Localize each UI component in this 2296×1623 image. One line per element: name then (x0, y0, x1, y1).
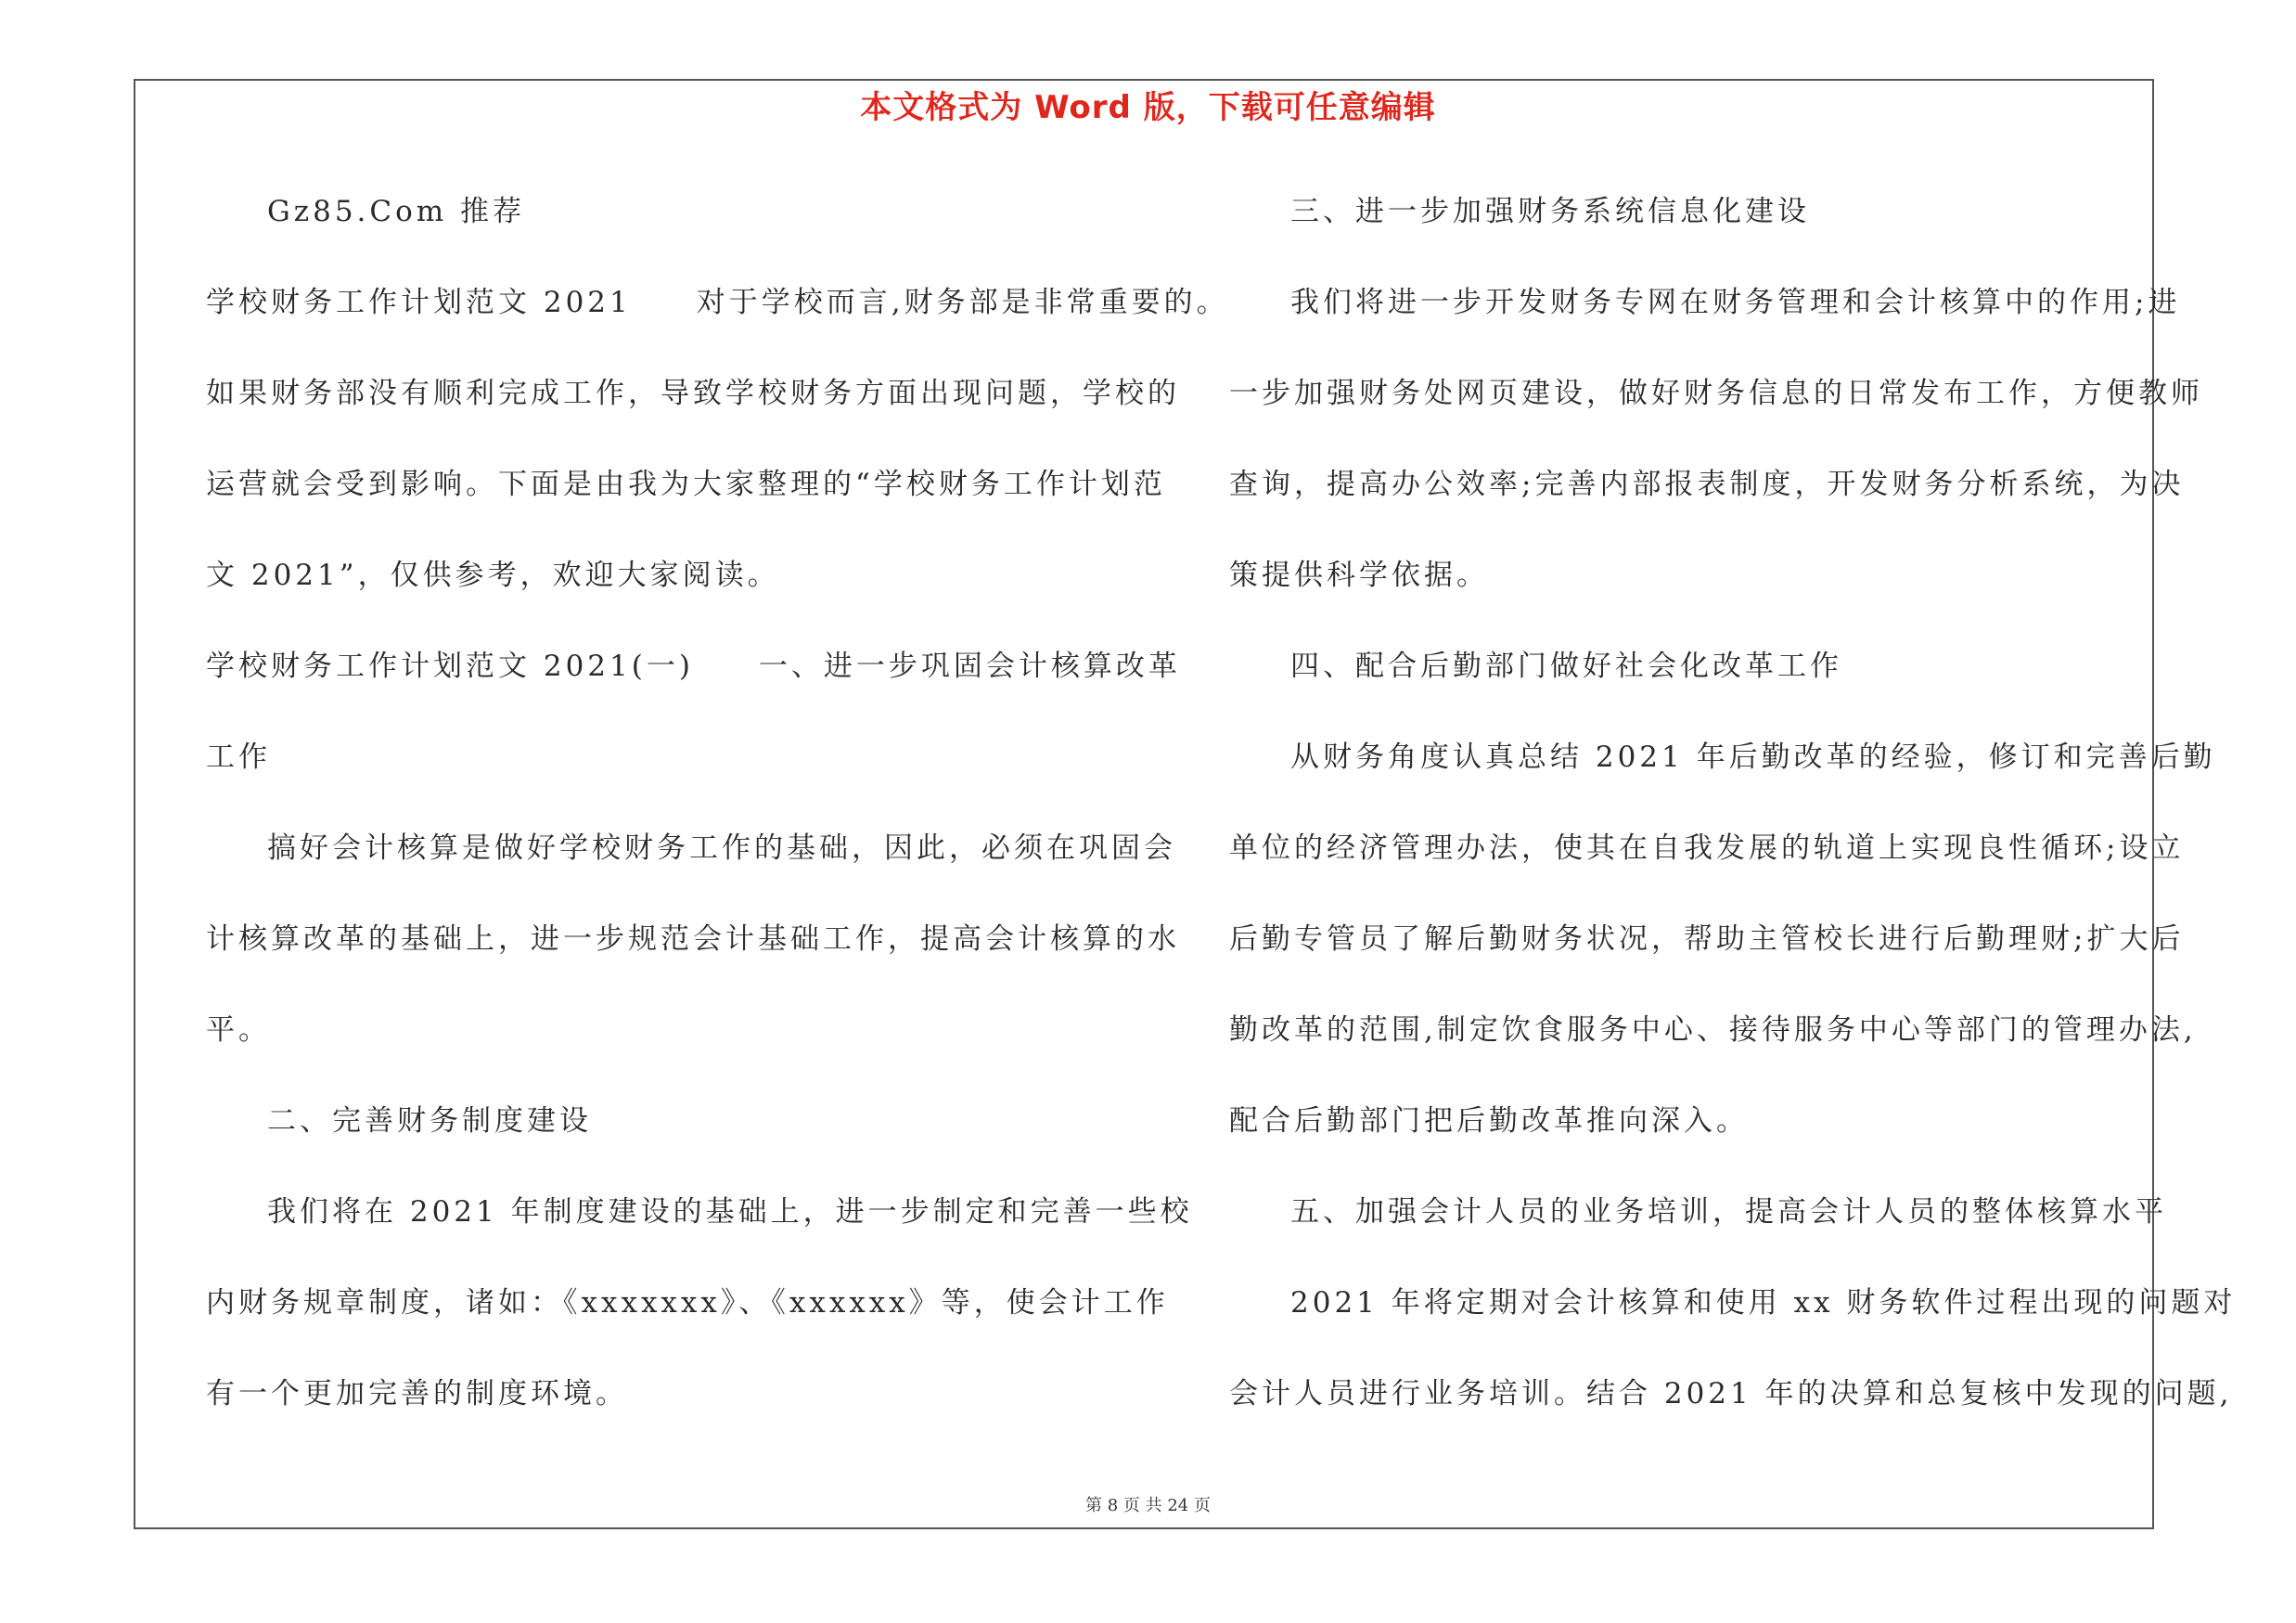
text-line: Gz85.Com 推荐 (267, 195, 526, 228)
text-line: 勤改革的范围,制定饮食服务中心、接待服务中心等部门的管理办法, (1229, 1013, 2197, 1047)
text-line: 一步加强财务处网页建设，做好财务信息的日常发布工作，方便教师 (1229, 377, 2203, 410)
text-line: 四、配合后勤部门做好社会化改革工作 (1290, 650, 1842, 683)
text-line: 后勤专管员了解后勤财务状况，帮助主管校长进行后勤理财;扩大后 (1229, 922, 2185, 956)
text-line: 我们将在 2021 年制度建设的基础上，进一步制定和完善一些校 (267, 1195, 1193, 1229)
text-line: 如果财务部没有顺利完成工作，导致学校财务方面出现问题，学校的 (206, 377, 1180, 410)
text-line: 会计人员进行业务培训。结合 2021 年的决算和总复核中发现的问题, (1229, 1377, 2233, 1410)
text-line: 单位的经济管理办法，使其在自我发展的轨道上实现良性循环;设立 (1229, 831, 2185, 865)
text-line: 配合后勤部门把后勤改革推向深入。 (1229, 1104, 1749, 1138)
text-line: 运营就会受到影响。下面是由我为大家整理的“学校财务工作计划范 (206, 468, 1166, 501)
text-line: 我们将进一步开发财务专网在财务管理和会计核算中的作用;进 (1290, 286, 2181, 319)
format-notice-banner: 本文格式为 Word 版，下载可任意编辑 (860, 89, 1436, 126)
text-line: 有一个更加完善的制度环境。 (206, 1377, 628, 1410)
left-column (206, 181, 1229, 1454)
text-line: 从财务角度认真总结 2021 年后勤改革的经验，修订和完善后勤 (1290, 741, 2216, 774)
text-line: 三、进一步加强财务系统信息化建设 (1290, 195, 1810, 228)
text-line: 查询，提高办公效率;完善内部报表制度，开发财务分析系统，为决 (1229, 468, 2185, 501)
text-line: 工作 (206, 741, 271, 774)
page-number-footer: 第 8 页 共 24 页 (1085, 1496, 1211, 1515)
text-line: 学校财务工作计划范文 2021(一) 一、进一步巩固会计核算改革 (206, 650, 1181, 683)
text-line: 策提供科学依据。 (1229, 559, 1489, 592)
text-line: 文 2021”，仅供参考，欢迎大家阅读。 (206, 559, 780, 592)
text-line: 平。 (206, 1013, 271, 1047)
text-line: 学校财务工作计划范文 2021 对于学校而言,财务部是非常重要的。 (206, 286, 1229, 319)
text-line: 计核算改革的基础上，进一步规范会计基础工作，提高会计核算的水 (206, 922, 1180, 956)
text-line: 2021 年将定期对会计核算和使用 xx 财务软件过程出现的问题对 (1290, 1286, 2237, 1320)
text-line: 五、加强会计人员的业务培训，提高会计人员的整体核算水平 (1290, 1195, 2167, 1229)
text-line: 搞好会计核算是做好学校财务工作的基础，因此，必须在巩固会 (267, 831, 1176, 865)
text-line: 二、完善财务制度建设 (267, 1104, 592, 1138)
text-line: 内财务规章制度，诸如：《xxxxxxx》、《xxxxxx》等，使会计工作 (206, 1286, 1169, 1320)
right-column (1229, 181, 2237, 1454)
